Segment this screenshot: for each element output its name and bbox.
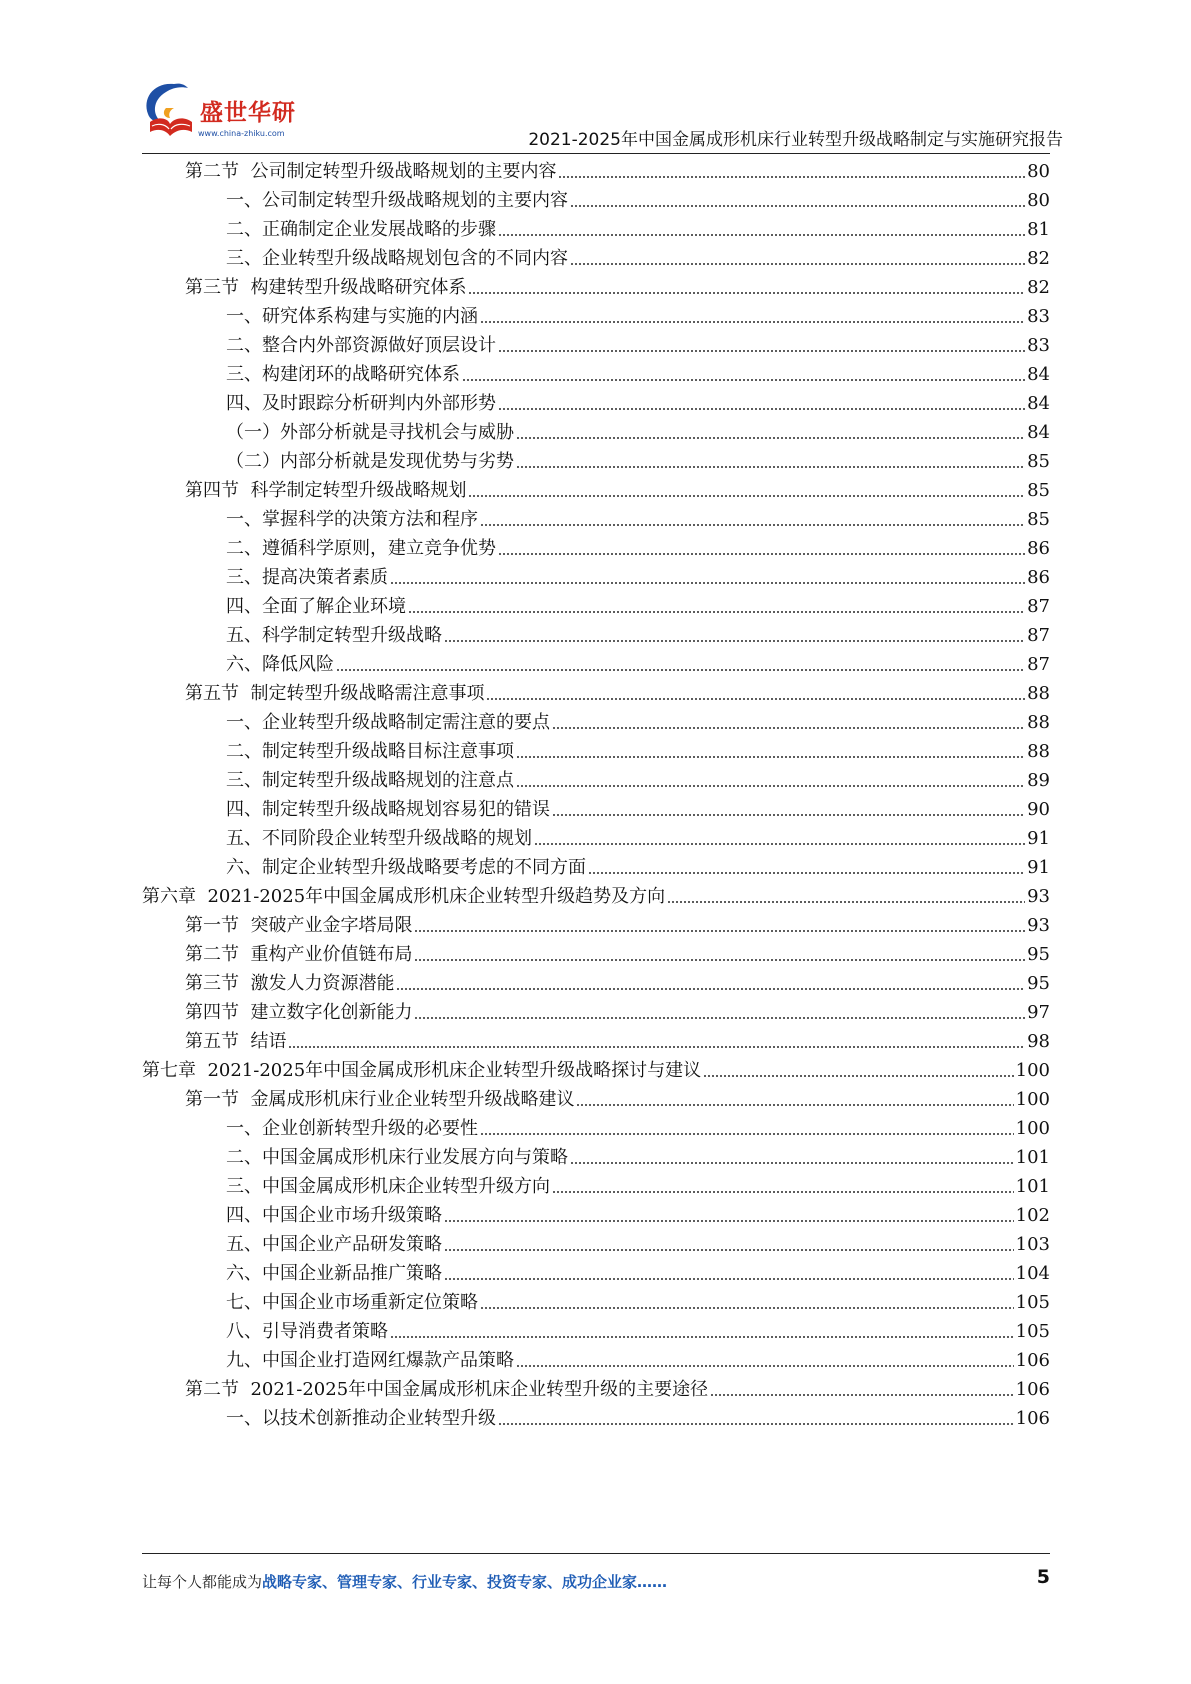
toc-entry-title: 四、全面了解企业环境 (226, 596, 406, 617)
toc-entry-title: 一、公司制定转型升级战略规划的主要内容 (226, 190, 568, 211)
toc-dot-leader (552, 799, 1025, 817)
toc-entry-item[interactable] (226, 653, 1050, 677)
toc-entry-page: 85 (1027, 451, 1050, 472)
toc-entry-item[interactable] (226, 1204, 1050, 1228)
toc-entry-section[interactable] (185, 1030, 1050, 1054)
toc-entry-title: 四、制定转型升级战略规划容易犯的错误 (226, 799, 550, 820)
toc-dot-leader (414, 915, 1025, 933)
toc-dot-leader (498, 219, 1025, 237)
toc-entry-title: 六、降低风险 (226, 654, 334, 675)
toc-entry-page: 86 (1027, 538, 1050, 559)
toc-entry-page: 88 (1027, 741, 1050, 762)
toc-dot-leader (552, 1176, 1014, 1194)
toc-entry-page: 98 (1027, 1031, 1050, 1052)
toc-entry-section[interactable] (185, 914, 1050, 938)
toc-entry-item[interactable] (226, 247, 1050, 271)
toc-entry-title: 第二节 重构产业价值链布局 (185, 944, 413, 965)
toc-entry-section[interactable] (185, 972, 1050, 996)
toc-dot-leader (444, 625, 1025, 643)
toc-dot-leader (468, 277, 1025, 295)
toc-entry-title: 三、构建闭环的战略研究体系 (226, 364, 460, 385)
toc-dot-leader (570, 248, 1025, 266)
toc-entry-item[interactable] (226, 218, 1050, 242)
toc-entry-page: 93 (1027, 886, 1050, 907)
toc-dot-leader (486, 683, 1025, 701)
toc-entry-title: 第四节 科学制定转型升级战略规划 (185, 480, 467, 501)
toc-entry-page: 95 (1027, 944, 1050, 965)
toc-entry-page: 91 (1027, 828, 1050, 849)
toc-entry-page: 101 (1015, 1176, 1050, 1197)
toc-entry-title: 第七章 2021-2025年中国金属成形机床企业转型升级战略探讨与建议 (142, 1060, 702, 1081)
toc-entry-page: 90 (1027, 799, 1050, 820)
logo-brand-name: 盛世华研 (200, 100, 296, 126)
toc-dot-leader (558, 161, 1025, 179)
toc-entry-title: 三、提高决策者素质 (226, 567, 388, 588)
toc-entry-title: 第一节 突破产业金字塔局限 (185, 915, 413, 936)
toc-dot-leader (468, 480, 1025, 498)
toc-dot-leader (396, 973, 1025, 991)
toc-entry-page: 80 (1027, 190, 1050, 211)
page-header (0, 0, 1191, 160)
toc-entry-page: 84 (1027, 422, 1050, 443)
book-swirl-logo-icon (140, 78, 200, 140)
toc-entry-title: 七、中国企业市场重新定位策略 (226, 1292, 478, 1313)
company-logo (140, 78, 310, 148)
logo-website-url: www.china-zhiku.com (198, 129, 285, 138)
toc-entry-page: 105 (1015, 1321, 1050, 1342)
toc-entry-title: 五、不同阶段企业转型升级战略的规划 (226, 828, 532, 849)
toc-entry-page: 81 (1027, 219, 1050, 240)
toc-entry-title: 二、制定转型升级战略目标注意事项 (226, 741, 514, 762)
toc-entry-item[interactable] (226, 1262, 1050, 1286)
header-divider (142, 153, 1050, 154)
toc-entry-title: 六、中国企业新品推广策略 (226, 1263, 442, 1284)
toc-entry-page: 93 (1027, 915, 1050, 936)
toc-entry-title: （一）外部分析就是寻找机会与威胁 (226, 422, 514, 443)
toc-entry-section[interactable] (185, 943, 1050, 967)
toc-entry-title: 九、中国企业打造网红爆款产品策略 (226, 1350, 514, 1371)
toc-entry-page: 84 (1027, 393, 1050, 414)
toc-entry-item[interactable] (226, 392, 1050, 416)
toc-dot-leader (710, 1379, 1014, 1397)
toc-entry-title: 一、以技术创新推动企业转型升级 (226, 1408, 496, 1429)
footer-divider (142, 1553, 1050, 1554)
toc-dot-leader (498, 335, 1025, 353)
toc-entry-item[interactable] (226, 1146, 1050, 1170)
toc-entry-title: 三、中国金属成形机床企业转型升级方向 (226, 1176, 550, 1197)
toc-entry-page: 80 (1027, 161, 1050, 182)
toc-dot-leader (444, 1263, 1014, 1281)
toc-dot-leader (480, 509, 1025, 527)
toc-entry-title: 五、科学制定转型升级战略 (226, 625, 442, 646)
toc-entry-title: 第五节 结语 (185, 1031, 287, 1052)
toc-entry-title: 一、研究体系构建与实施的内涵 (226, 306, 478, 327)
toc-dot-leader (390, 567, 1025, 585)
toc-dot-leader (414, 1002, 1025, 1020)
toc-entry-item[interactable] (226, 798, 1050, 822)
toc-entry-title: 一、掌握科学的决策方法和程序 (226, 509, 478, 530)
toc-dot-leader (480, 1118, 1014, 1136)
toc-entry-item[interactable] (226, 856, 1050, 880)
toc-dot-leader (516, 741, 1025, 759)
toc-entry-item[interactable] (226, 566, 1050, 590)
toc-entry-page: 82 (1027, 248, 1050, 269)
slogan-prefix: 让每个人都能成为 (142, 1573, 263, 1591)
toc-entry-item[interactable] (226, 1175, 1050, 1199)
toc-dot-leader (516, 770, 1025, 788)
toc-entry-page: 83 (1027, 335, 1050, 356)
toc-entry-page: 87 (1027, 596, 1050, 617)
toc-dot-leader (516, 422, 1025, 440)
toc-entry-title: 二、整合内外部资源做好顶层设计 (226, 335, 496, 356)
toc-entry-page: 88 (1027, 683, 1050, 704)
toc-entry-title: 二、遵循科学原则，建立竞争优势 (226, 538, 496, 559)
toc-entry-title: 三、企业转型升级战略规划包含的不同内容 (226, 248, 568, 269)
toc-dot-leader (534, 828, 1025, 846)
toc-entry-title: 一、企业创新转型升级的必要性 (226, 1118, 478, 1139)
toc-entry-title: 第二节 公司制定转型升级战略规划的主要内容 (185, 161, 557, 182)
toc-dot-leader (498, 538, 1025, 556)
toc-entry-page: 106 (1015, 1408, 1050, 1429)
toc-entry-item[interactable] (226, 711, 1050, 735)
toc-entry-item[interactable] (226, 1407, 1050, 1431)
toc-entry-page: 87 (1027, 625, 1050, 646)
toc-entry-title: 四、及时跟踪分析研判内外部形势 (226, 393, 496, 414)
toc-dot-leader (288, 1031, 1025, 1049)
toc-entry-title: 第六章 2021-2025年中国金属成形机床企业转型升级趋势及方向 (142, 886, 666, 907)
toc-dot-leader (480, 306, 1025, 324)
toc-entry-chapter[interactable] (142, 885, 1050, 909)
toc-entry-section[interactable] (185, 682, 1050, 706)
toc-entry-title: （二）内部分析就是发现优势与劣势 (226, 451, 514, 472)
toc-entry-page: 106 (1015, 1379, 1050, 1400)
toc-dot-leader (667, 886, 1025, 904)
toc-entry-page: 100 (1015, 1060, 1050, 1081)
toc-entry-item[interactable] (226, 305, 1050, 329)
toc-entry-page: 95 (1027, 973, 1050, 994)
toc-entry-section[interactable] (185, 1088, 1050, 1112)
toc-entry-page: 97 (1027, 1002, 1050, 1023)
toc-entry-page: 88 (1027, 712, 1050, 733)
toc-entry-page: 103 (1015, 1234, 1050, 1255)
toc-entry-page: 104 (1015, 1263, 1050, 1284)
footer-slogan (142, 1571, 667, 1592)
toc-entry-page: 91 (1027, 857, 1050, 878)
toc-entry-title: 二、中国金属成形机床行业发展方向与策略 (226, 1147, 568, 1168)
toc-entry-title: 六、制定企业转型升级战略要考虑的不同方面 (226, 857, 586, 878)
toc-entry-section[interactable] (185, 1001, 1050, 1025)
toc-dot-leader (480, 1292, 1014, 1310)
toc-entry-page: 100 (1015, 1118, 1050, 1139)
toc-entry-page: 83 (1027, 306, 1050, 327)
toc-entry-item[interactable] (226, 1320, 1050, 1344)
toc-entry-page: 82 (1027, 277, 1050, 298)
toc-dot-leader (336, 654, 1025, 672)
toc-entry-title: 八、引导消费者策略 (226, 1321, 388, 1342)
toc-entry-title: 第三节 激发人力资源潜能 (185, 973, 395, 994)
toc-dot-leader (462, 364, 1025, 382)
report-title: 2021-2025年中国金属成形机床行业转型升级战略制定与实施研究报告 (528, 130, 1063, 150)
toc-entry-item[interactable] (226, 363, 1050, 387)
toc-dot-leader (516, 451, 1025, 469)
toc-dot-leader (390, 1321, 1014, 1339)
toc-entry-item[interactable] (226, 827, 1050, 851)
toc-entry-item[interactable] (226, 1117, 1050, 1141)
toc-entry-page: 89 (1027, 770, 1050, 791)
toc-entry-page: 101 (1015, 1147, 1050, 1168)
toc-entry-title: 第五节 制定转型升级战略需注意事项 (185, 683, 485, 704)
toc-dot-leader (414, 944, 1025, 962)
toc-entry-item[interactable] (226, 1349, 1050, 1373)
toc-entry-section[interactable] (185, 276, 1050, 300)
toc-entry-title: 三、制定转型升级战略规划的注意点 (226, 770, 514, 791)
toc-dot-leader (498, 393, 1025, 411)
toc-dot-leader (576, 1089, 1013, 1107)
toc-entry-item[interactable] (226, 189, 1050, 213)
toc-entry-item[interactable] (226, 1291, 1050, 1315)
toc-entry-title: 第三节 构建转型升级战略研究体系 (185, 277, 467, 298)
toc-entry-title: 一、企业转型升级战略制定需注意的要点 (226, 712, 550, 733)
toc-entry-page: 106 (1015, 1350, 1050, 1371)
toc-entry-page: 105 (1015, 1292, 1050, 1313)
toc-entry-page: 86 (1027, 567, 1050, 588)
toc-entry-chapter[interactable] (142, 1059, 1050, 1083)
toc-entry-page: 84 (1027, 364, 1050, 385)
toc-entry-section[interactable] (185, 479, 1050, 503)
toc-dot-leader (444, 1234, 1014, 1252)
toc-entry-title: 四、中国企业市场升级策略 (226, 1205, 442, 1226)
page-number: 5 (1036, 1566, 1050, 1588)
toc-entry-page: 85 (1027, 509, 1050, 530)
toc-entry-sub[interactable] (226, 450, 1050, 474)
toc-entry-item[interactable] (226, 334, 1050, 358)
toc-entry-item[interactable] (226, 624, 1050, 648)
toc-dot-leader (498, 1408, 1014, 1426)
toc-entry-page: 85 (1027, 480, 1050, 501)
toc-entry-section[interactable] (185, 160, 1050, 184)
toc-entry-title: 第二节 2021-2025年中国金属成形机床企业转型升级的主要途径 (185, 1379, 709, 1400)
toc-dot-leader (552, 712, 1025, 730)
toc-entry-item[interactable] (226, 595, 1050, 619)
toc-entry-item[interactable] (226, 537, 1050, 561)
toc-dot-leader (444, 1205, 1014, 1223)
toc-dot-leader (703, 1060, 1014, 1078)
toc-entry-page: 87 (1027, 654, 1050, 675)
toc-entry-item[interactable] (226, 740, 1050, 764)
toc-dot-leader (516, 1350, 1014, 1368)
toc-entry-page: 100 (1015, 1089, 1050, 1110)
toc-entry-sub[interactable] (226, 421, 1050, 445)
toc-entry-item[interactable] (226, 508, 1050, 532)
toc-dot-leader (570, 1147, 1014, 1165)
toc-entry-item[interactable] (226, 769, 1050, 793)
toc-entry-title: 第一节 金属成形机床行业企业转型升级战略建议 (185, 1089, 575, 1110)
toc-entry-title: 二、正确制定企业发展战略的步骤 (226, 219, 496, 240)
toc-entry-title: 五、中国企业产品研发策略 (226, 1234, 442, 1255)
toc-dot-leader (570, 190, 1025, 208)
toc-dot-leader (408, 596, 1025, 614)
toc-entry-item[interactable] (226, 1233, 1050, 1257)
toc-dot-leader (588, 857, 1025, 875)
toc-entry-title: 第四节 建立数字化创新能力 (185, 1002, 413, 1023)
toc-entry-section[interactable] (185, 1378, 1050, 1402)
slogan-highlight: 战略专家、管理专家、行业专家、投资专家、成功企业家…… (262, 1573, 668, 1591)
toc-entry-page: 102 (1015, 1205, 1050, 1226)
